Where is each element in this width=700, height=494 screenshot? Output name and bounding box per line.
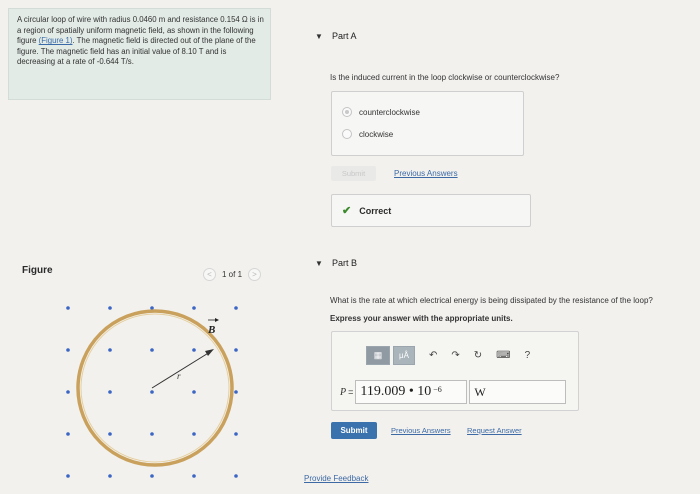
field-dot xyxy=(192,348,196,352)
redo-icon[interactable]: ↷ xyxy=(451,350,460,361)
field-dot xyxy=(108,474,112,478)
radius-arrow xyxy=(152,352,210,388)
field-dot xyxy=(108,432,112,436)
next-figure-button[interactable]: > xyxy=(248,268,261,281)
answer-row xyxy=(340,380,566,404)
equals-sign: = xyxy=(348,387,354,397)
radio-clockwise[interactable] xyxy=(342,129,352,139)
figure-diagram xyxy=(40,288,270,488)
part-a-collapse-icon[interactable]: ▼ xyxy=(315,32,323,41)
field-dot xyxy=(234,474,238,478)
part-a-question: Is the induced current in the loop clockwise or counterclockwise? xyxy=(330,73,560,82)
field-dot xyxy=(192,432,196,436)
templates-icon[interactable]: ▦ xyxy=(366,346,390,365)
field-dot xyxy=(192,390,196,394)
problem-text: A circular loop of wire with radius 0.0460 m and resistance 0.154 Ω is in a region of spatially uniform magnetic field, as shown in the following figure xyxy=(17,15,264,46)
figure-page-count: 1 of 1 xyxy=(222,270,243,279)
keyboard-icon[interactable]: ⌨ xyxy=(496,350,511,361)
radius-label: r xyxy=(177,371,181,381)
field-dot xyxy=(66,390,70,394)
field-vector-arrowhead xyxy=(215,318,219,322)
option-label: counterclockwise xyxy=(359,107,420,117)
previous-figure-button[interactable]: < xyxy=(203,268,216,281)
field-dot xyxy=(66,432,70,436)
figure-heading: Figure xyxy=(22,265,53,276)
magnetic-field-label: B xyxy=(208,324,216,336)
field-dot xyxy=(192,306,196,310)
problem-text-continued: . The magnetic field is directed out of the plane of the figure. The magnetic field has an initial value of 8.10 T and is decreasing at a rate of -0.644 T/s. xyxy=(17,36,256,67)
unit-input[interactable]: W xyxy=(469,380,566,404)
radius-arrowhead xyxy=(205,349,214,356)
value-input[interactable] xyxy=(355,380,467,404)
part-b-previous-answers-link[interactable]: Previous Answers xyxy=(391,426,451,435)
field-dot xyxy=(150,306,154,310)
variable-label: P xyxy=(340,386,347,398)
field-dot xyxy=(108,306,112,310)
reset-icon[interactable]: ↻ xyxy=(473,350,483,361)
field-dot xyxy=(150,348,154,352)
part-b-title[interactable]: Part B xyxy=(332,258,358,268)
option-label: clockwise xyxy=(359,129,394,139)
undo-icon[interactable]: ↶ xyxy=(429,350,438,361)
field-dot xyxy=(108,348,112,352)
wire-loop-inner-edge xyxy=(81,314,229,462)
part-a-previous-answers-link[interactable]: Previous Answers xyxy=(394,169,458,178)
field-dot xyxy=(150,432,154,436)
figure-pager xyxy=(203,268,261,281)
field-dot xyxy=(108,390,112,394)
field-dot xyxy=(234,306,238,310)
part-b-submit-button[interactable]: Submit xyxy=(331,422,377,439)
field-dot xyxy=(150,390,154,394)
units-icon[interactable]: μÅ xyxy=(393,346,415,365)
checkmark-icon: ✔ xyxy=(342,205,352,217)
field-dot xyxy=(66,348,70,352)
answer-input-panel xyxy=(331,331,579,411)
option-counterclockwise[interactable] xyxy=(342,107,420,117)
correct-label: Correct xyxy=(359,205,392,216)
part-a-title[interactable]: Part A xyxy=(332,31,357,41)
field-dot xyxy=(66,474,70,478)
radio-counterclockwise[interactable] xyxy=(342,107,352,117)
problem-statement xyxy=(8,8,271,100)
answer-options xyxy=(331,91,524,156)
provide-feedback-link[interactable]: Provide Feedback xyxy=(304,474,369,483)
math-toolbar xyxy=(366,346,530,365)
value-exponent: −6 xyxy=(433,384,442,394)
correct-feedback xyxy=(331,194,531,227)
figure-link[interactable]: (Figure 1) xyxy=(38,36,73,46)
field-dot xyxy=(234,390,238,394)
field-dot xyxy=(150,474,154,478)
part-a-submit-button[interactable]: Submit xyxy=(331,166,376,181)
help-icon[interactable]: ? xyxy=(524,350,531,361)
field-dot xyxy=(234,432,238,436)
part-b-instruction: Express your answer with the appropriate units. xyxy=(330,314,513,323)
request-answer-link[interactable]: Request Answer xyxy=(467,426,522,435)
field-dot xyxy=(234,348,238,352)
part-b-question: What is the rate at which electrical energy is being dissipated by the resistance of the loop? xyxy=(330,296,653,305)
field-dot xyxy=(192,474,196,478)
part-b-collapse-icon[interactable]: ▼ xyxy=(315,259,323,268)
option-clockwise[interactable] xyxy=(342,129,393,139)
field-dot xyxy=(66,306,70,310)
value-mantissa: 119.009 • 10 xyxy=(360,384,432,399)
